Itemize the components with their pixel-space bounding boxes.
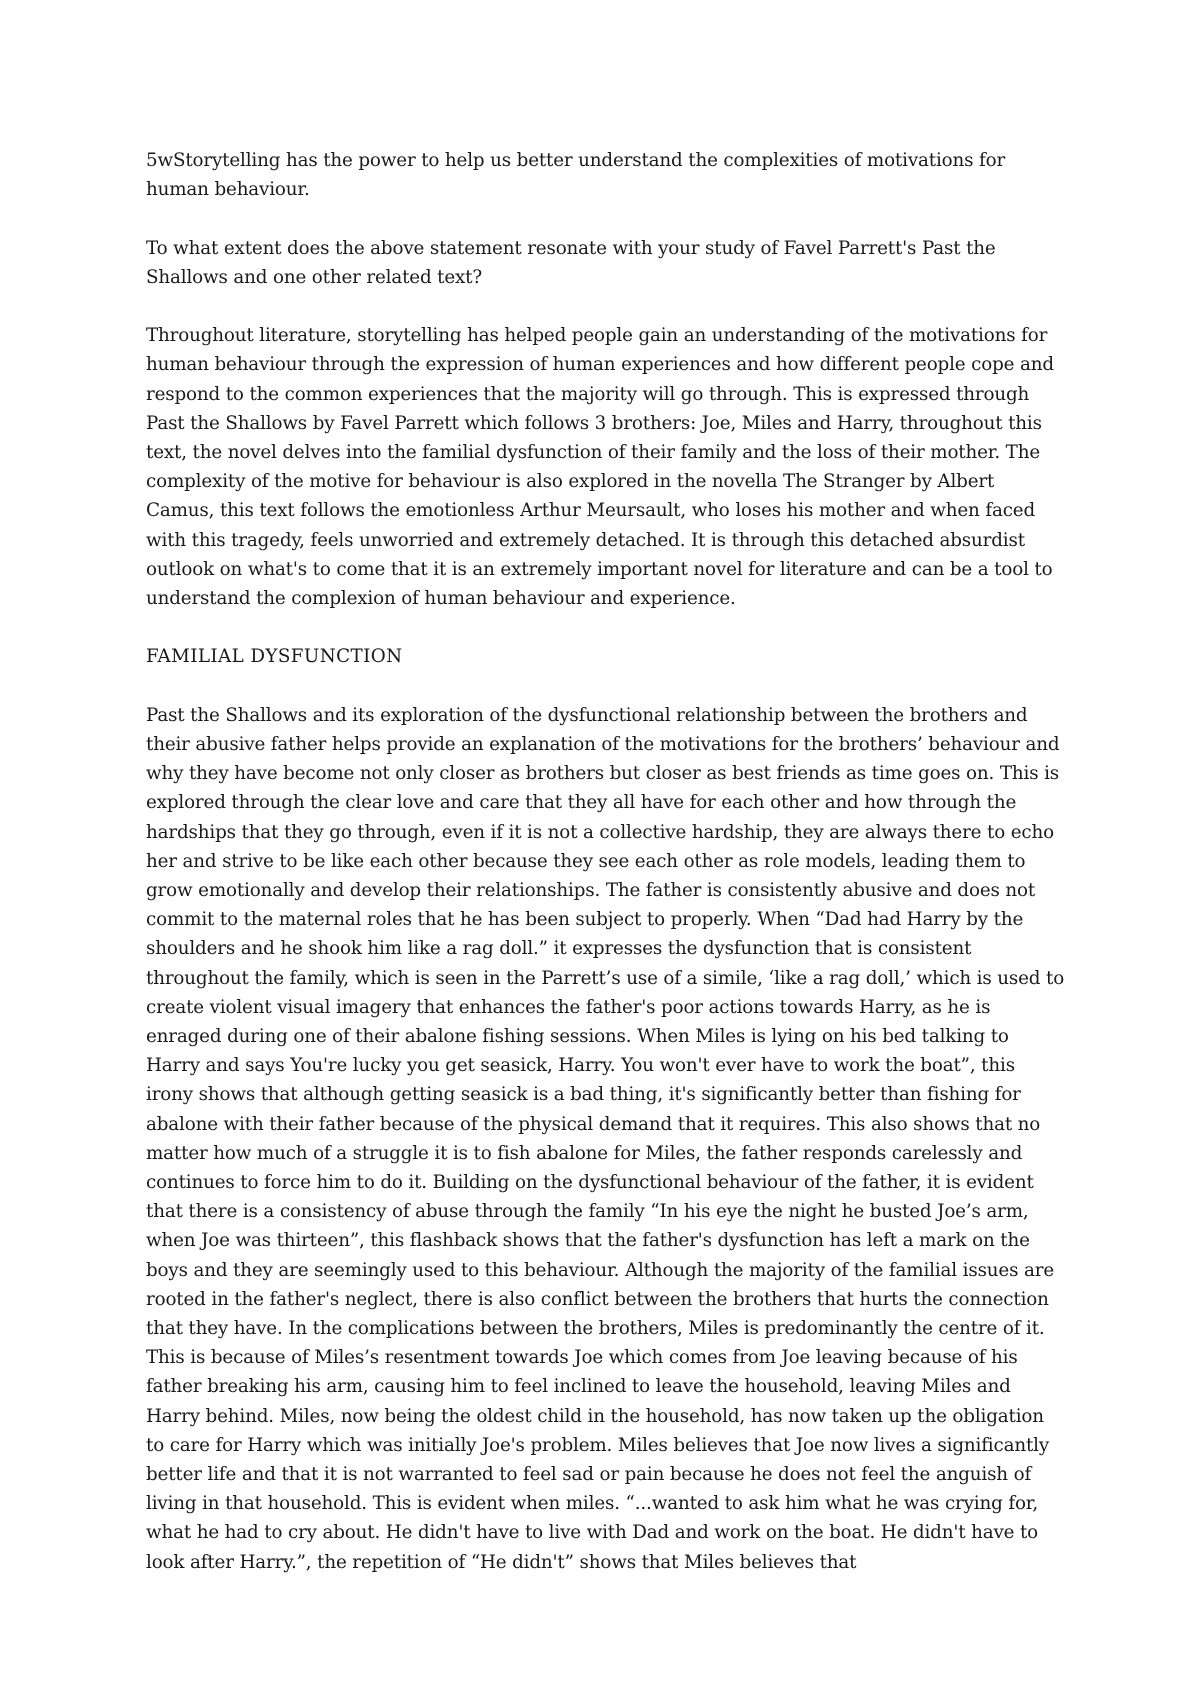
body-paragraph: Past the Shallows and its exploration of the dysfunctional relationship between the brothers and their abusive father helps provide an explanation of the motivations for the brothers’ behaviour and why they have become not only closer as brothers but closer as best friends as time goes on. This is explored through the clear love and care that they all have for each other and how through the hardships that they go through, even if it is not a collective hardship, they are always there to echo her and strive to be like each other because they see each other as role models, leading them to grow emotionally and develop their relationships. The father is consistently abusive and does not commit to the maternal roles that he has been subject to properly. When “Dad had Harry by the shoulders and he shook him like a rag doll.” it expresses the dysfunction that is consistent throughout the family, which is seen in the Parrett’s use of a simile, ‘like a rag doll,’ which is used to create violent visual imagery that enhances the father's poor actions towards Harry, as he is enraged during one of their abalone fishing sessions. When Miles is lying on his bed talking to Harry and says You're lucky you get seasick, Harry. You won't ever have to work the boat”, this irony shows that although getting seasick is a bad thing, it's significantly better than fishing for abalone with their father because of the physical demand that it requires. This also shows that no matter how much of a struggle it is to fish abalone for Miles, the father responds carelessly and continues to force him to do it. Building on the dysfunctional behaviour of the father, it is evident that there is a consistency of abuse through the family “In his eye the night he busted Joe’s arm, when Joe was thirteen”, this flashback shows that the father's dysfunction has left a mark on the boys and they are seemingly used to this behaviour. Although the majority of the familial issues are rooted in the father's neglect, there is also conflict between the brothers that hurts the connection that they have. In the complications between the brothers, Miles is predominantly the centre of it. This is because of Miles’s resentment towards Joe which comes from Joe leaving because of his father breaking his arm, causing him to feel inclined to leave the household, leaving Miles and Harry behind. Miles, now being the oldest child in the household, has now taken up the obligation to care for Harry which was initially Joe's problem. Miles believes that Joe now lives a significantly better life and that it is not warranted to feel sad or pain because he does not feel the anguish of living in that household. This is evident when miles. “...wanted to ask him what he was crying for, what he had to cry about. He didn't have to live with Dad and work on the boat. He didn't have to look after Harry.”, the repetition of “He didn't” shows that Miles believes that [146,704,1065,1573]
essay-question: To what extent does the above statement resonate with your study of Favel Parrett's Past the Shallows and one other related text? [146,237,996,288]
introduction-paragraph: Throughout literature, storytelling has helped people gain an understanding of the motivations for human behaviour through the expression of human experiences and how different people cope and respond to the common experiences that the majority will go through. This is expressed through Past the Shallows by Favel Parrett which follows 3 brothers: Joe, Miles and Harry, throughout this text, the novel delves into the familial dysfunction of their family and the loss of their mother. The complexity of the motive for behaviour is also explored in the novella The Stranger by Albert Camus, this text follows the emotionless Arthur Meursault, who loses his mother and when faced with this tragedy, feels unworried and extremely detached. It is through this detached absurdist outlook on what's to come that it is an extremely important novel for literature and can be a tool to understand the complexion of human behaviour and experience. [146,325,1054,610]
essay-prompt: 5wStorytelling has the power to help us better understand the complexities of motivations for human behaviour. [146,150,1006,201]
section-heading: FAMILIAL DYSFUNCTION [146,646,403,668]
